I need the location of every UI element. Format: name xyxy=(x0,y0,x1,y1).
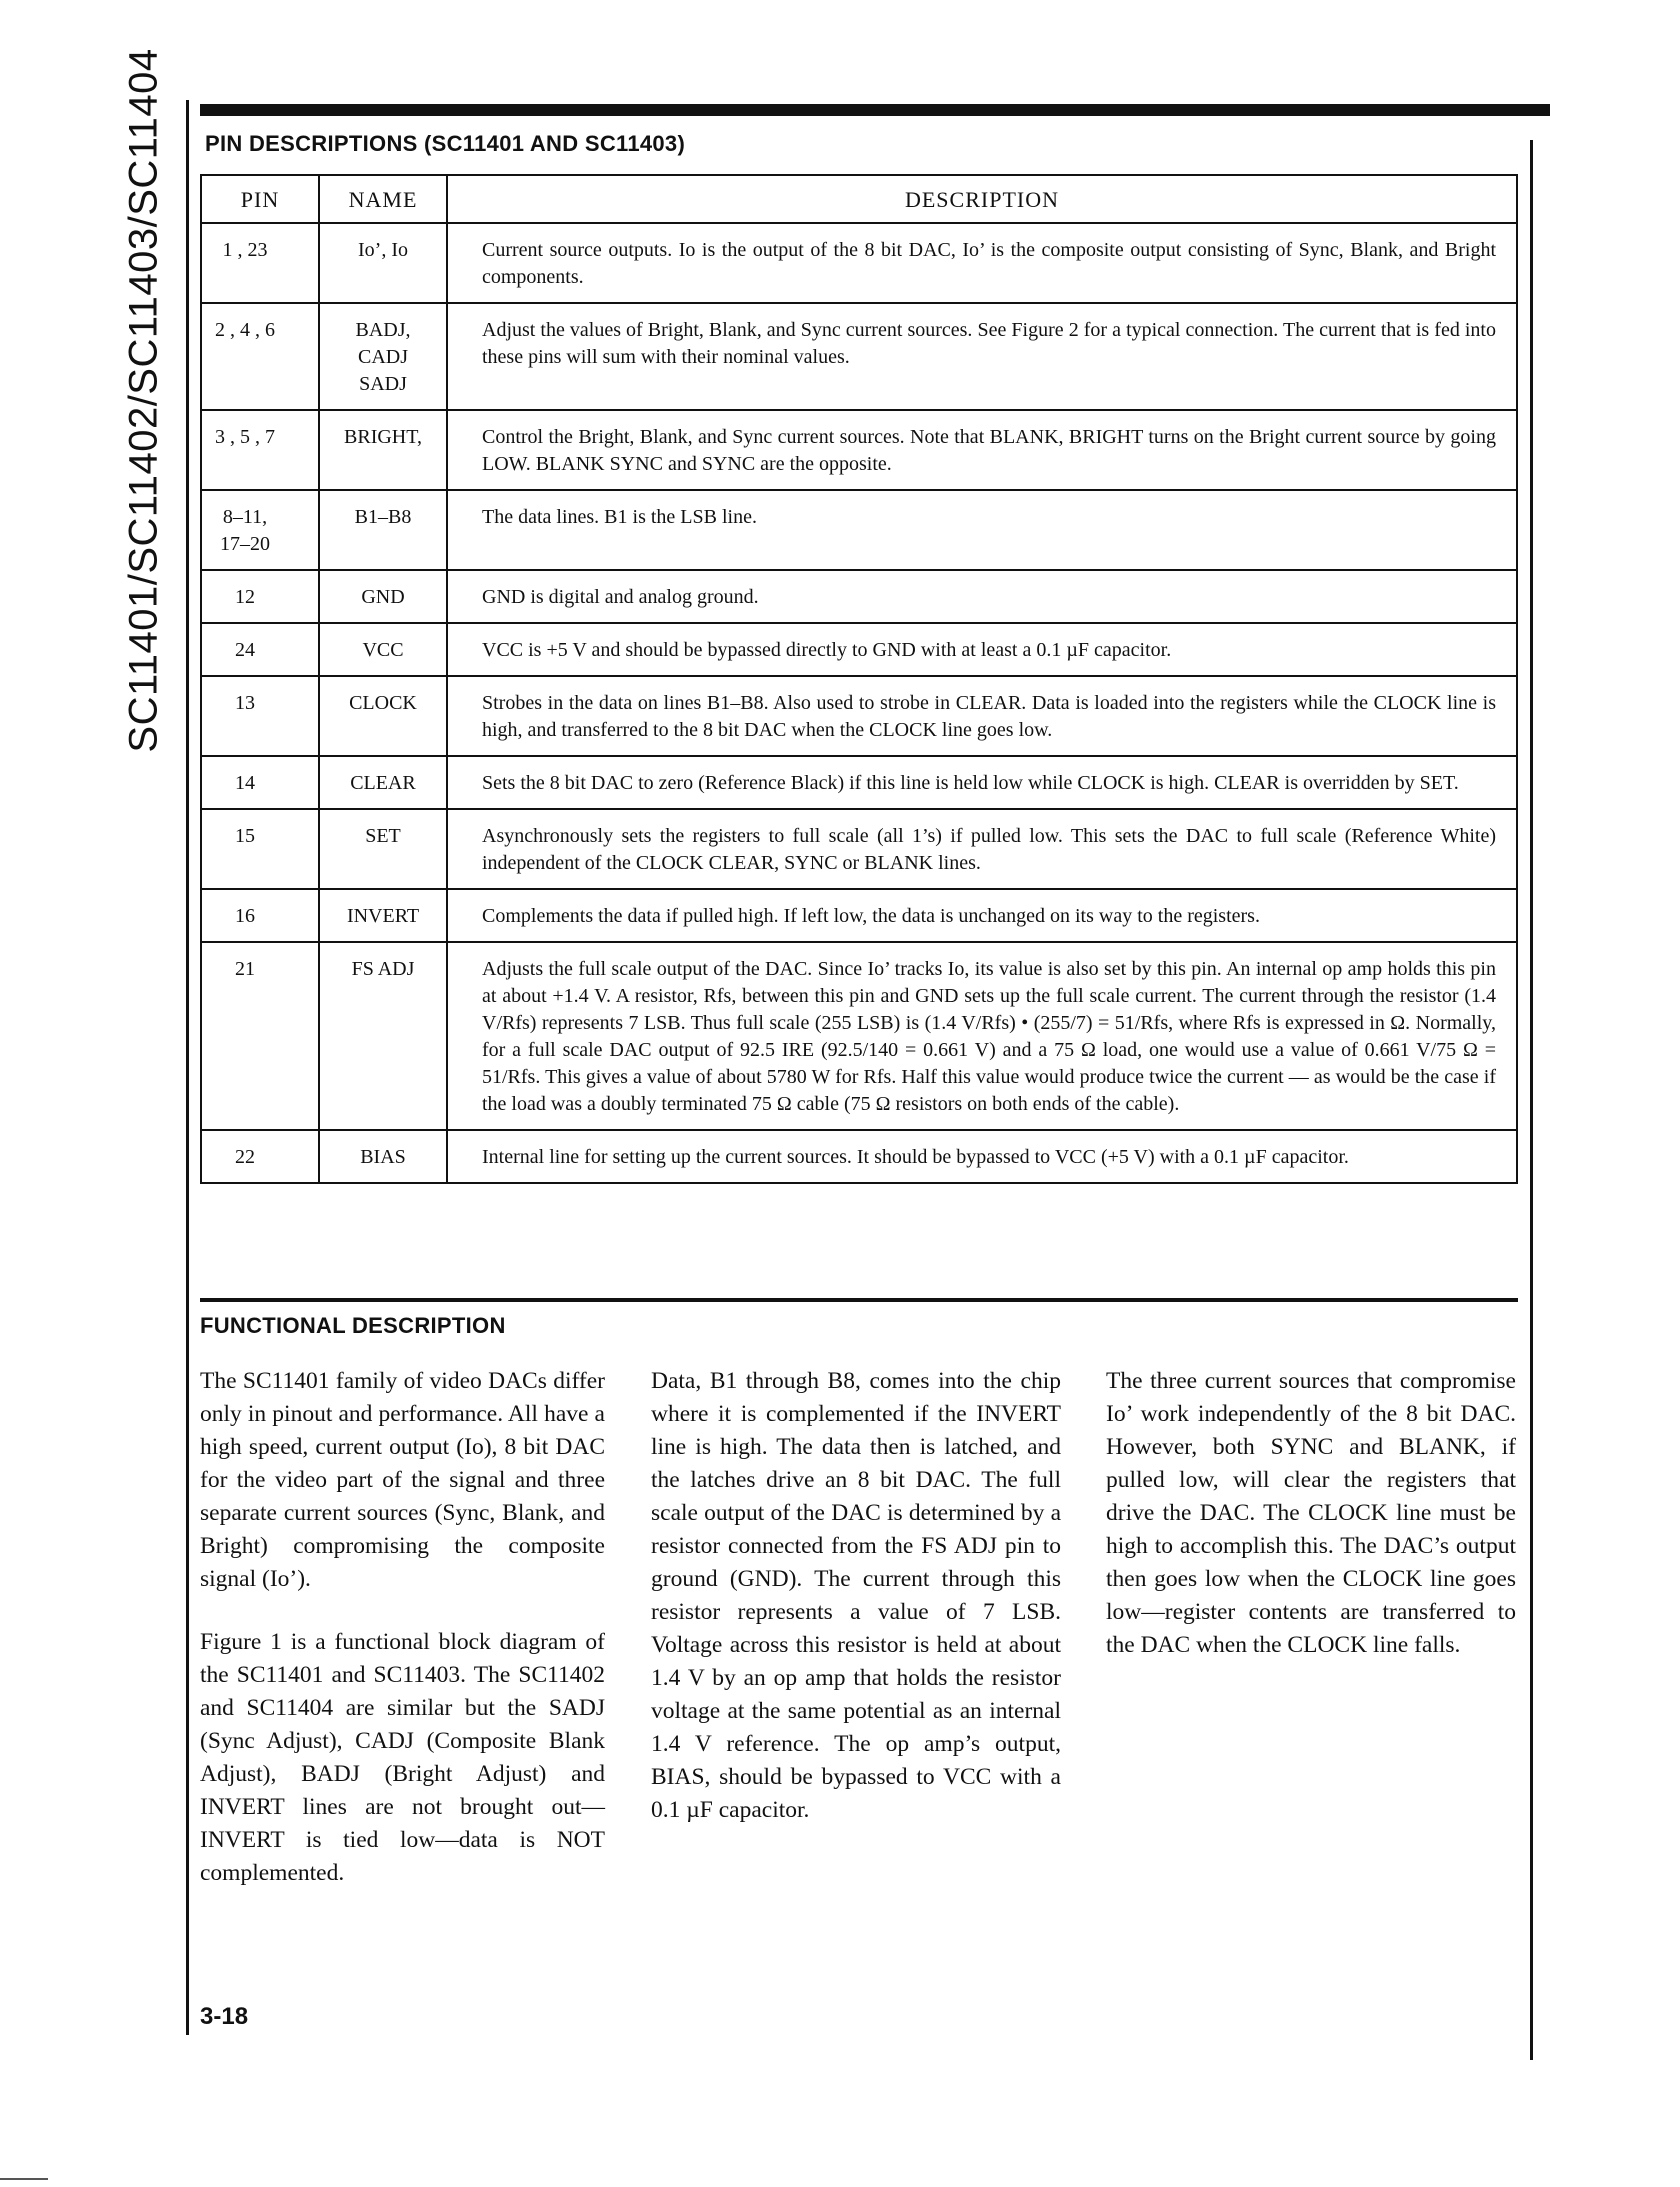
description-cell: Sets the 8 bit DAC to zero (Reference Black) if this line is held low while CLOCK is high. CLEAR is overridden by SET. xyxy=(447,756,1517,809)
name-cell: Io’, Io xyxy=(319,223,447,303)
name-cell: FS ADJ xyxy=(319,942,447,1130)
table-row xyxy=(201,623,1517,676)
functional-column-3 xyxy=(1106,1365,1516,1692)
pin-cell: 22 xyxy=(201,1130,319,1183)
functional-column-2 xyxy=(651,1365,1061,1857)
table-row xyxy=(201,1130,1517,1183)
name-cell: B1–B8 xyxy=(319,490,447,570)
name-cell: CLOCK xyxy=(319,676,447,756)
name-cell: GND xyxy=(319,570,447,623)
header-description: DESCRIPTION xyxy=(447,175,1517,223)
pin-table-body xyxy=(201,223,1517,1183)
paragraph: The SC11401 family of video DACs differ only in pinout and performance. All have a high speed, current output (Io), 8 bit DAC for the video part of the signal and three separate current sources (Sync, Blank, and Bright) compromising the composite signal (Io’). xyxy=(200,1368,605,1592)
description-cell: Adjusts the full scale output of the DAC. Since Io’ tracks Io, its value is also set by this pin. An internal op amp holds this pin at about +1.4 V. A resistor, Rfs, between this pin and GND sets up the full scale current. The current through the resistor (1.4 V/Rfs) represents 7 LSB. Thus full scale (255 LSB) is (1.4 V/Rfs) • (255/7) = 51/Rfs, where Rfs is expressed in Ω. Normally, for a full scale DAC output of 92.5 IRE (92.5/140 = 0.661 V) and a 75 Ω load, one would use a value of 0.661 V/75 Ω = 51/Rfs. This gives a value of about 5780 W for Rfs. Half this value would produce twice the current — as would be the case if the load was a doubly terminated 75 Ω cable (75 Ω resistors on both ends of the cable). xyxy=(447,942,1517,1130)
table-row xyxy=(201,889,1517,942)
header-pin: PIN xyxy=(201,175,319,223)
table-row xyxy=(201,223,1517,303)
pin-cell: 8–11, 17–20 xyxy=(201,490,319,570)
pin-cell: 16 xyxy=(201,889,319,942)
side-title xyxy=(112,47,176,753)
right-rule xyxy=(1530,140,1533,2060)
pin-cell: 1 , 23 xyxy=(201,223,319,303)
name-cell: BADJ, CADJ SADJ xyxy=(319,303,447,410)
table-row xyxy=(201,570,1517,623)
name-cell: CLEAR xyxy=(319,756,447,809)
pin-table xyxy=(200,174,1518,1184)
pin-cell: 15 xyxy=(201,809,319,889)
name-cell: BRIGHT, xyxy=(319,410,447,490)
paragraph: Data, B1 through B8, comes into the chip where it is complemented if the INVERT line is high. The data then is latched, and the latches drive an 8 bit DAC. The full scale output of the DAC is determined by a resistor connected from the FS ADJ pin to ground (GND). The current through this resistor represents a value of 7 LSB. Voltage across this resistor is held at about 1.4 V by an op amp that holds the resistor voltage at the same potential as an internal 1.4 V reference. The op amp’s output, BIAS, should be bypassed to VCC with a 0.1 µF capacitor. xyxy=(651,1368,1061,1823)
pin-cell: 2 , 4 , 6 xyxy=(201,303,319,410)
table-row xyxy=(201,942,1517,1130)
paragraph: Figure 1 is a functional block diagram of the SC11401 and SC11403. The SC11402 and SC11404 are similar but the SADJ (Sync Adjust), CADJ (Composite Blank Adjust), BADJ (Bright Adjust) and INVERT lines are not brought out—INVERT is tied low—data is NOT complemented. xyxy=(200,1629,605,1886)
name-cell: BIAS xyxy=(319,1130,447,1183)
table-row xyxy=(201,410,1517,490)
description-cell: The data lines. B1 is the LSB line. xyxy=(447,490,1517,570)
table-row xyxy=(201,303,1517,410)
description-cell: Internal line for setting up the current sources. It should be bypassed to VCC (+5 V) with a 0.1 µF capacitor. xyxy=(447,1130,1517,1183)
description-cell: Strobes in the data on lines B1–B8. Also used to strobe in CLEAR. Data is loaded into the registers while the CLOCK line is high, and transferred to the 8 bit DAC when the CLOCK line goes low. xyxy=(447,676,1517,756)
paragraph: The three current sources that compromise Io’ work independently of the 8 bit DAC. However, both SYNC and BLANK, if pulled low, will clear the registers that drive the DAC. The CLOCK line must be high to accomplish this. The DAC’s output then goes low when the CLOCK line goes low—register contents are transferred to the DAC when the CLOCK line falls. xyxy=(1106,1368,1516,1658)
table-row xyxy=(201,756,1517,809)
name-cell: VCC xyxy=(319,623,447,676)
page-number: 3-18 xyxy=(200,2003,249,2030)
description-cell: Adjust the values of Bright, Blank, and Sync current sources. See Figure 2 for a typical connection. The current that is fed into these pins will sum with their nominal values. xyxy=(447,303,1517,410)
description-cell: Current source outputs. Io is the output of the 8 bit DAC, Io’ is the composite output consisting of Sync, Blank, and Bright components. xyxy=(447,223,1517,303)
header-name: NAME xyxy=(319,175,447,223)
pin-cell: 12 xyxy=(201,570,319,623)
description-cell: Asynchronously sets the registers to full scale (all 1’s) if pulled low. This sets the DAC to full scale (Reference White) independent of the CLOCK CLEAR, SYNC or BLANK lines. xyxy=(447,809,1517,889)
left-rule xyxy=(186,100,189,2035)
functional-column-1 xyxy=(200,1365,605,1920)
table-header-row xyxy=(201,175,1517,223)
functional-description-heading: FUNCTIONAL DESCRIPTION xyxy=(200,1313,506,1338)
name-cell: INVERT xyxy=(319,889,447,942)
description-cell: GND is digital and analog ground. xyxy=(447,570,1517,623)
top-bar xyxy=(200,104,1550,116)
description-cell: Complements the data if pulled high. If left low, the data is unchanged on its way to the registers. xyxy=(447,889,1517,942)
pin-cell: 21 xyxy=(201,942,319,1130)
side-title-text: SC11401/SC11402/SC11403/SC11404 xyxy=(121,47,166,753)
pin-cell: 13 xyxy=(201,676,319,756)
description-cell: Control the Bright, Blank, and Sync current sources. Note that BLANK, BRIGHT turns on the Bright current source by going LOW. BLANK SYNC and SYNC are the opposite. xyxy=(447,410,1517,490)
pin-cell: 24 xyxy=(201,623,319,676)
table-row xyxy=(201,676,1517,756)
pin-cell: 14 xyxy=(201,756,319,809)
description-cell: VCC is +5 V and should be bypassed directly to GND with at least a 0.1 µF capacitor. xyxy=(447,623,1517,676)
table-row xyxy=(201,809,1517,889)
functional-rule xyxy=(200,1298,1518,1302)
scan-mark xyxy=(0,2178,48,2180)
pin-cell: 3 , 5 , 7 xyxy=(201,410,319,490)
name-cell: SET xyxy=(319,809,447,889)
table-row xyxy=(201,490,1517,570)
pin-descriptions-heading: PIN DESCRIPTIONS (SC11401 AND SC11403) xyxy=(205,131,686,156)
